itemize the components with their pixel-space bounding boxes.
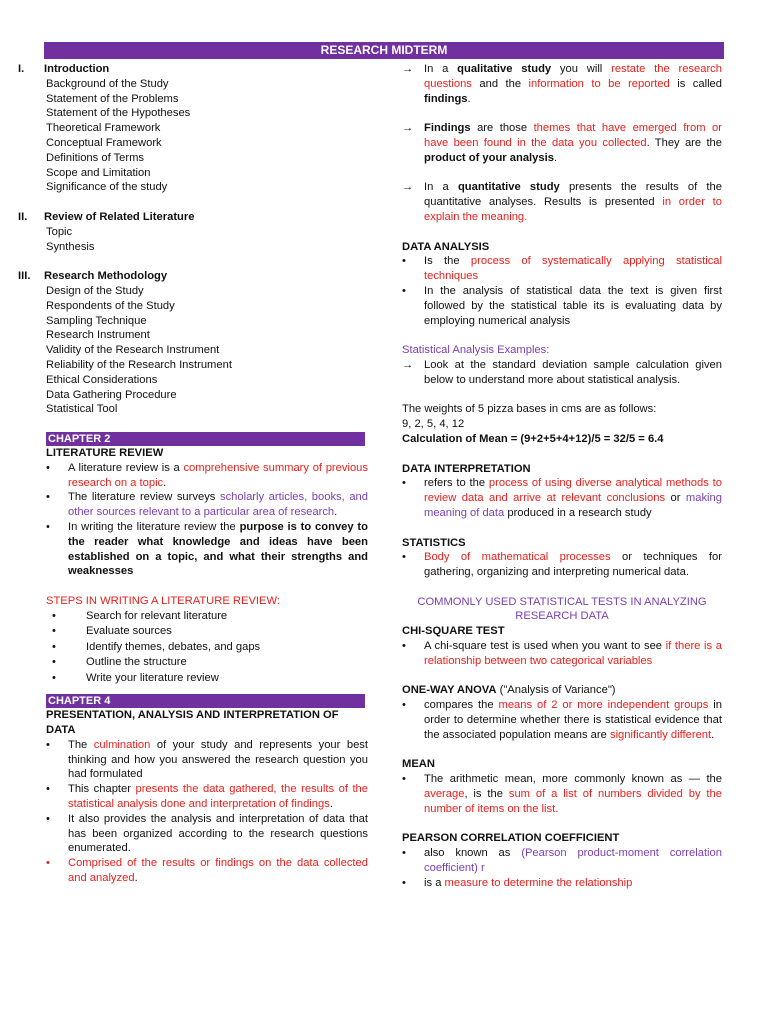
steps-title: STEPS IN WRITING A LITERATURE REVIEW: xyxy=(46,594,280,607)
list-item: • The culmination of your study and represents your best thinking and how you answered the research question you had formulated xyxy=(46,738,368,781)
list-item: • This chapter presents the data gathered, the results of the statistical analysis done and interpretation of findings. xyxy=(46,783,368,810)
bullet-icon: • xyxy=(402,876,406,889)
outline-item: Statement of the Problems xyxy=(46,92,179,105)
bullet-icon: • xyxy=(402,847,406,860)
chapter-4-bar: CHAPTER 4 xyxy=(46,694,365,708)
step-item: • Outline the structure xyxy=(18,655,368,671)
statistics-heading: STATISTICS xyxy=(402,536,466,549)
outline-item: Design of the Study xyxy=(46,284,144,297)
list-item: • A chi-square test is used when you want to see if there is a relationship between two categorical variables xyxy=(402,640,722,667)
list-item: • The arithmetic mean, more commonly known as — the average, is the sum of a list of numbers divided by the number of items on the list. xyxy=(402,773,722,815)
outline-section-1: I. Introduction xyxy=(18,63,110,75)
step-item: • Identify themes, debates, and gaps xyxy=(18,640,368,656)
outline-item: Statement of the Hypotheses xyxy=(46,107,191,120)
outline-item: Significance of the study xyxy=(46,181,168,194)
list-item: • Is the process of systematically applying statistical techniques xyxy=(402,255,722,283)
step-item: • Evaluate sources xyxy=(18,624,368,640)
list-item: • also known as (Pearson product-moment correlation coefficient) r xyxy=(402,847,722,875)
list-item: • In the analysis of statistical data the text is given first followed by the statistical table its is evaluating data by employing numerical analysis xyxy=(402,284,722,327)
bullet-icon: • xyxy=(402,284,406,297)
outline-item: Ethical Considerations xyxy=(46,373,158,386)
bullet-icon: • xyxy=(402,640,406,653)
list-item: • compares the means of 2 or more independent groups in order to determine whether there is statistical evidence that the associated population means are significantly different. xyxy=(402,699,722,741)
tests-title: COMMONLY USED STATISTICAL TESTS IN ANALYZING RESEARCH DATA xyxy=(417,595,707,623)
outline-item: Conceptual Framework xyxy=(46,136,162,149)
right-column xyxy=(402,62,722,891)
outline-item: Theoretical Framework xyxy=(46,122,161,135)
outline-item: Background of the Study xyxy=(46,77,169,90)
arrow-right-icon: → xyxy=(402,122,414,135)
bullet-icon: • xyxy=(52,609,56,622)
list-item: • The literature review surveys scholarly articles, books, and other sources relevant to a particular area of research. xyxy=(46,491,368,519)
bullet-icon: • xyxy=(402,477,406,490)
pearson-heading: PEARSON CORRELATION COEFFICIENT xyxy=(402,832,620,845)
arrow-right-icon: → xyxy=(402,181,414,194)
step-item: • Write your literature review xyxy=(18,671,368,687)
bullet-icon: • xyxy=(46,812,50,825)
bullet-icon: • xyxy=(46,491,50,504)
outline-item: Validity of the Research Instrument xyxy=(46,344,220,357)
outline-section-2: II. Review of Related Literature xyxy=(18,210,195,223)
data-analysis-heading: DATA ANALYSIS xyxy=(402,240,490,253)
data-interpretation-heading: DATA INTERPRETATION xyxy=(402,462,531,475)
outline-section-3: III. Research Methodology xyxy=(18,270,168,283)
list-item: • Comprised of the results or findings on the data collected and analyzed. xyxy=(46,857,368,884)
examples-title: Statistical Analysis Examples: xyxy=(402,344,550,357)
list-item: • refers to the process of using diverse analytical methods to review data and arrive at relevant conclusions or making meaning of data produced in a research study xyxy=(402,477,722,519)
mean-calculation: Calculation of Mean = (9+2+5+4+12)/5 = 32/5 = 6.4 xyxy=(402,432,664,445)
arrow-item: → In a quantitative study presents the results of the quantitative analyses. Results is presented in order to explain the meaning. xyxy=(402,181,723,223)
arrow-item: → In a qualitative study you will restate the research questions and the information to be reported is called findings. xyxy=(402,63,722,105)
outline-item: Research Instrument xyxy=(46,329,150,342)
outline-item: Reliability of the Research Instrument xyxy=(46,358,232,371)
bullet-icon: • xyxy=(46,783,50,796)
mean-heading: MEAN xyxy=(402,758,435,771)
chapter-2-bar: CHAPTER 2 xyxy=(46,432,365,446)
outline-item: Sampling Technique xyxy=(46,314,147,327)
bullet-icon: • xyxy=(52,656,56,669)
outline-item: Statistical Tool xyxy=(46,403,118,416)
arrow-item: → Findings are those themes that have emerged from or have been found in the data you collected. They are the product of your analysis. xyxy=(402,122,722,164)
bullet-icon: • xyxy=(52,671,56,684)
arrow-right-icon: → xyxy=(402,63,414,75)
bullet-icon: • xyxy=(52,625,56,638)
outline-item: Scope and Limitation xyxy=(46,166,151,179)
bullet-icon: • xyxy=(52,640,56,653)
list-item: • A literature review is a comprehensive summary of previous research on a topic. xyxy=(46,461,368,489)
bullet-icon: • xyxy=(402,699,406,712)
bullet-icon: • xyxy=(46,461,50,474)
outline-item: Synthesis xyxy=(46,240,95,253)
list-item: • In writing the literature review the purpose is to convey to the reader what knowledge and ideas have been established on a topic, and what their strengths and weaknesses xyxy=(46,520,368,578)
arrow-item: → Look at the standard deviation sample calculation given below to understand more about statistical analysis. xyxy=(402,358,722,386)
pizza-values: 9, 2, 5, 4, 12 xyxy=(402,418,465,431)
left-column xyxy=(18,62,368,886)
bullet-icon: • xyxy=(402,773,406,786)
outline-item: Data Gathering Procedure xyxy=(46,388,177,401)
step-item: • Search for relevant literature xyxy=(18,609,368,625)
list-item: • Body of mathematical processes or techniques for gathering, organizing and interpreting numerical data. xyxy=(402,551,722,579)
bullet-icon: • xyxy=(46,857,50,870)
outline-item: Respondents of the Study xyxy=(46,299,175,312)
arrow-right-icon: → xyxy=(402,358,414,371)
bullet-icon: • xyxy=(46,520,50,533)
pizza-line: The weights of 5 pizza bases in cms are as follows: xyxy=(402,403,657,416)
bullet-icon: • xyxy=(402,551,406,564)
presentation-heading: PRESENTATION, ANALYSIS AND INTERPRETATION OF DATA xyxy=(46,709,339,736)
list-item: • is a measure to determine the relationship xyxy=(402,876,633,889)
page-title: RESEARCH MIDTERM xyxy=(44,42,724,59)
bullet-icon: • xyxy=(402,255,406,268)
list-item: • It also provides the analysis and interpretation of data that has been organized according to the research questions enumerated. xyxy=(46,812,368,855)
bullet-icon: • xyxy=(46,738,50,751)
outline-item: Definitions of Terms xyxy=(46,151,145,164)
literature-review-heading: LITERATURE REVIEW xyxy=(46,446,164,459)
chi-square-heading: CHI-SQUARE TEST xyxy=(402,625,505,638)
anova-heading: ONE-WAY ANOVA ("Analysis of Variance") xyxy=(402,684,616,697)
outline-item: Topic xyxy=(46,225,73,238)
